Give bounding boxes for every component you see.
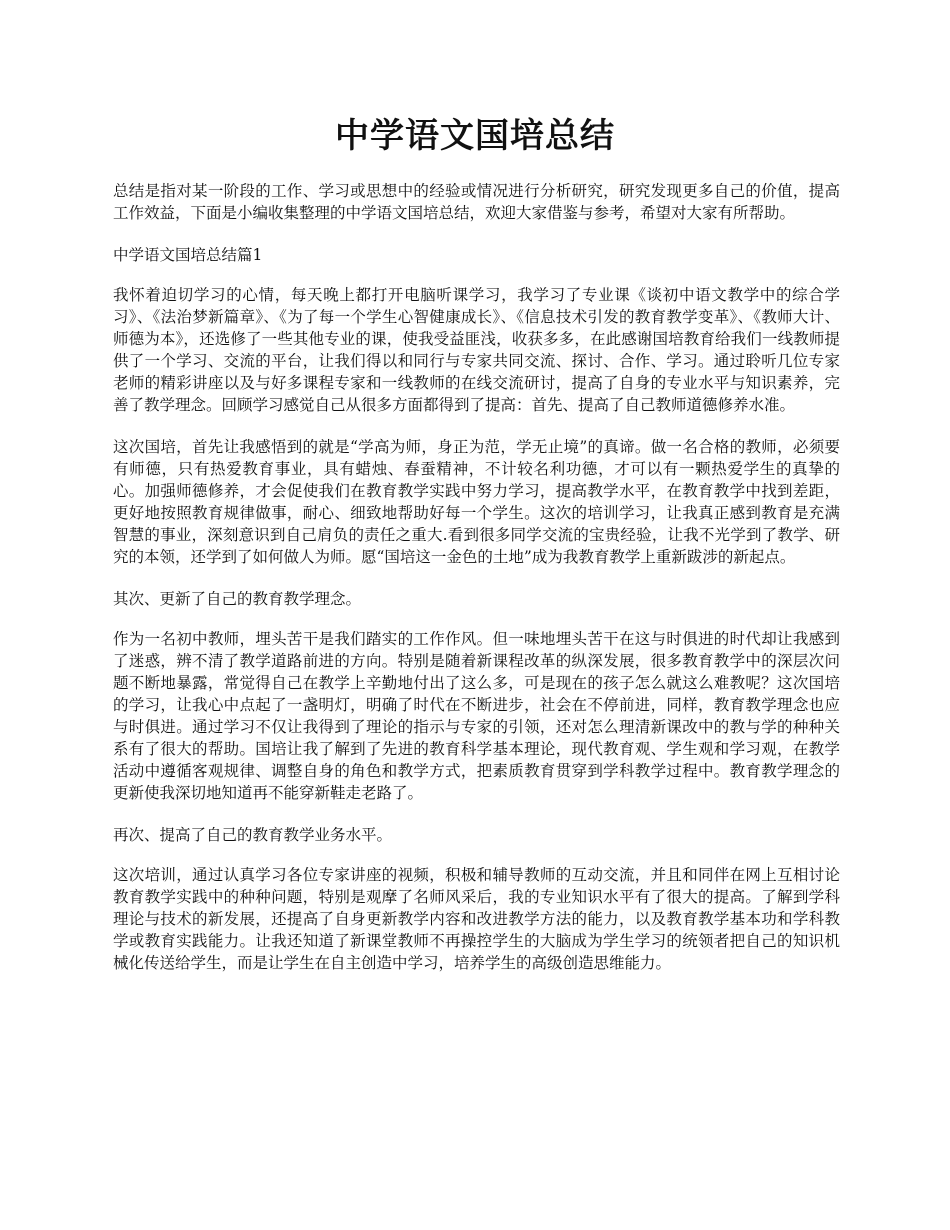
body-paragraph: 这次国培，首先让我感悟到的就是“学高为师，身正为范，学无止境”的真谛。做一名合格的教师，必须要有师德，只有热爱教育事业，具有蜡烛、春蚕精神，不计较名利功德，才可以有一颗热爱学生的真挚的心。加强师德修养，才会促使我们在教育教学实践中努力学习，提高教学水平，在教育教学中找到差距，更好地按照教育规律做事，耐心、细致地帮助好每一个学生。这次的培训学习，让我真正感到教育是充满智慧的事业，深刻意识到自己肩负的责任之重大.看到很多同学交流的宝贵经验，让我不光学到了教学、研究的本领，还学到了如何做人为师。愿“国培这一金色的土地”成为我教育教学上重新跋涉的新起点。 [113,438,840,566]
document-title: 中学语文国培总结 [335,116,615,156]
document-body [113,180,840,994]
section-heading: 中学语文国培总结篇1 [113,246,263,264]
body-paragraph: 我怀着迫切学习的心情，每天晚上都打开电脑听课学习，我学习了专业课《谈初中语文教学中的综合学习》、《法治梦新篇章》、《为了每一个学生心智健康成长》、《信息技术引发的教育教学变革》、《教师大计、师德为本》，还选修了一些其他专业的课，使我受益匪浅，收获多多，在此感谢国培教育给我们一线教师提供了一个学习、交流的平台，让我们得以和同行与专家共同交流、探讨、合作、学习。通过聆听几位专家老师的精彩讲座以及与好多课程专家和一线教师的在线交流研讨，提高了自身的专业水平与知识素养，完善了教学理念。回顾学习感觉自己从很多方面都得到了提高：首先、提高了自己教师道德修养水准。 [113,286,840,414]
body-paragraph: 作为一名初中教师，埋头苦干是我们踏实的工作作风。但一味地埋头苦干在这与时俱进的时代却让我感到了迷惑，辨不清了教学道路前进的方向。特别是随着新课程改革的纵深发展，很多教育教学中的深层次问题不断地暴露，常觉得自己在教学上辛勤地付出了这么多，可是现在的孩子怎么就这么难教呢？这次国培的学习，让我心中点起了一盏明灯，明确了时代在不断进步，社会在不停前进，同样，教育教学理念也应与时俱进。通过学习不仅让我得到了理论的指示与专家的引领，还对怎么理清新课改中的教与学的种种关系有了很大的帮助。国培让我了解到了先进的教育科学基本理论，现代教育观、学生观和学习观，在教学活动中遵循客观规律、调整自身的角色和教学方式，把素质教育贯穿到学科教学过程中。教育教学理念的更新使我深切地知道再不能穿新鞋走老路了。 [113,630,840,802]
subsection-heading: 其次、更新了自己的教育教学理念。 [113,590,362,608]
intro-paragraph: 总结是指对某一阶段的工作、学习或思想中的经验或情况进行分析研究，研究发现更多自己的价值，提高工作效益，下面是小编收集整理的中学语文国培总结，欢迎大家借鉴与参考，希望对大家有所帮助。 [113,182,840,222]
body-paragraph: 这次培训，通过认真学习各位专家讲座的视频，积极和辅导教师的互动交流，并且和同伴在网上互相讨论教育教学实践中的种种问题，特别是观摩了名师风采后，我的专业知识水平有了很大的提高。了解到学科理论与技术的新发展，还提高了自身更新教学内容和改进教学方法的能力，以及教育教学基本功和学科教学或教育实践能力。让我还知道了新课堂教师不再操控学生的大脑成为学生学习的统领者把自己的知识机械化传送给学生，而是让学生在自主创造中学习，培养学生的高级创造思维能力。 [113,866,840,972]
subsection-heading: 再次、提高了自己的教育教学业务水平。 [113,826,393,844]
